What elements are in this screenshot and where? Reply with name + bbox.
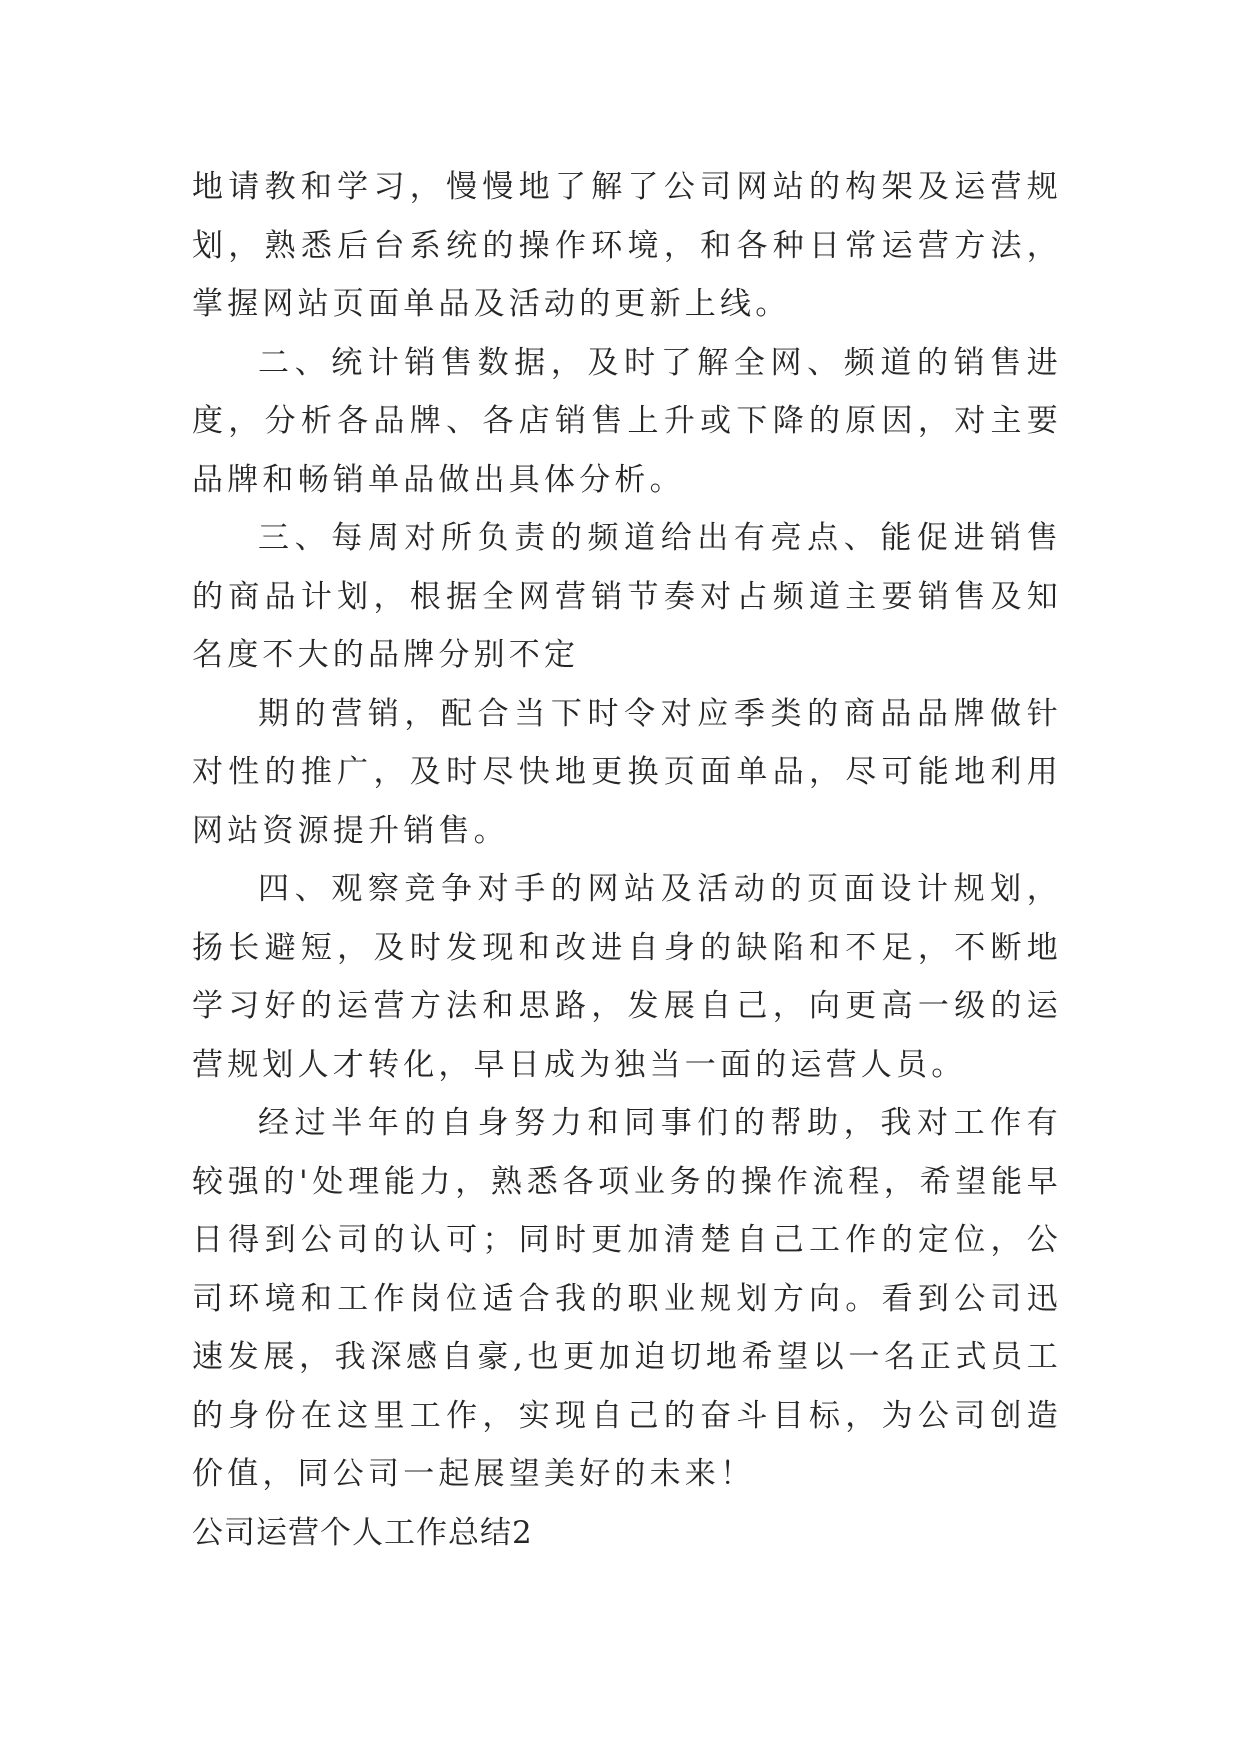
- paragraph-intro-continued: 地请教和学习，慢慢地了解了公司网站的构架及运营规划，熟悉后台系统的操作环境，和各种日常运营方法，掌握网站页面单品及活动的更新上线。: [192, 169, 1062, 322]
- paragraph-item-three-continued: 期的营销，配合当下时令对应季类的商品品牌做针对性的推广，及时尽快地更换页面单品，尽可能地利用网站资源提升销售。: [192, 695, 1062, 849]
- paragraph-item-two: 二、统计销售数据，及时了解全网、频道的销售进度，分析各品牌、各店销售上升或下降的原因，对主要品牌和畅销单品做出具体分析。: [192, 344, 1062, 498]
- paragraph-item-three: 三、每周对所负责的频道给出有亮点、能促进销售的商品计划，根据全网营销节奏对占频道主要销售及知名度不大的品牌分别不定: [192, 520, 1062, 673]
- document-body: [192, 158, 1062, 1562]
- next-section-heading: 公司运营个人工作总结2: [192, 1514, 533, 1551]
- paragraph-item-four: 四、观察竞争对手的网站及活动的页面设计规划，扬长避短，及时发现和改进自身的缺陷和不足，不断地学习好的运营方法和思路，发展自己，向更高一级的运营规划人才转化，早日成为独当一面的运营人员。: [192, 871, 1062, 1083]
- paragraph-conclusion: 经过半年的自身努力和同事们的帮助，我对工作有较强的'处理能力，熟悉各项业务的操作流程，希望能早日得到公司的认可；同时更加清楚自己工作的定位，公司环境和工作岗位适合我的职业规划方向。看到公司迅速发展，我深感自豪,也更加迫切地希望以一名正式员工的身份在这里工作，实现自己的奋斗目标，为公司创造价值，同公司一起展望美好的未来！: [192, 1105, 1062, 1492]
